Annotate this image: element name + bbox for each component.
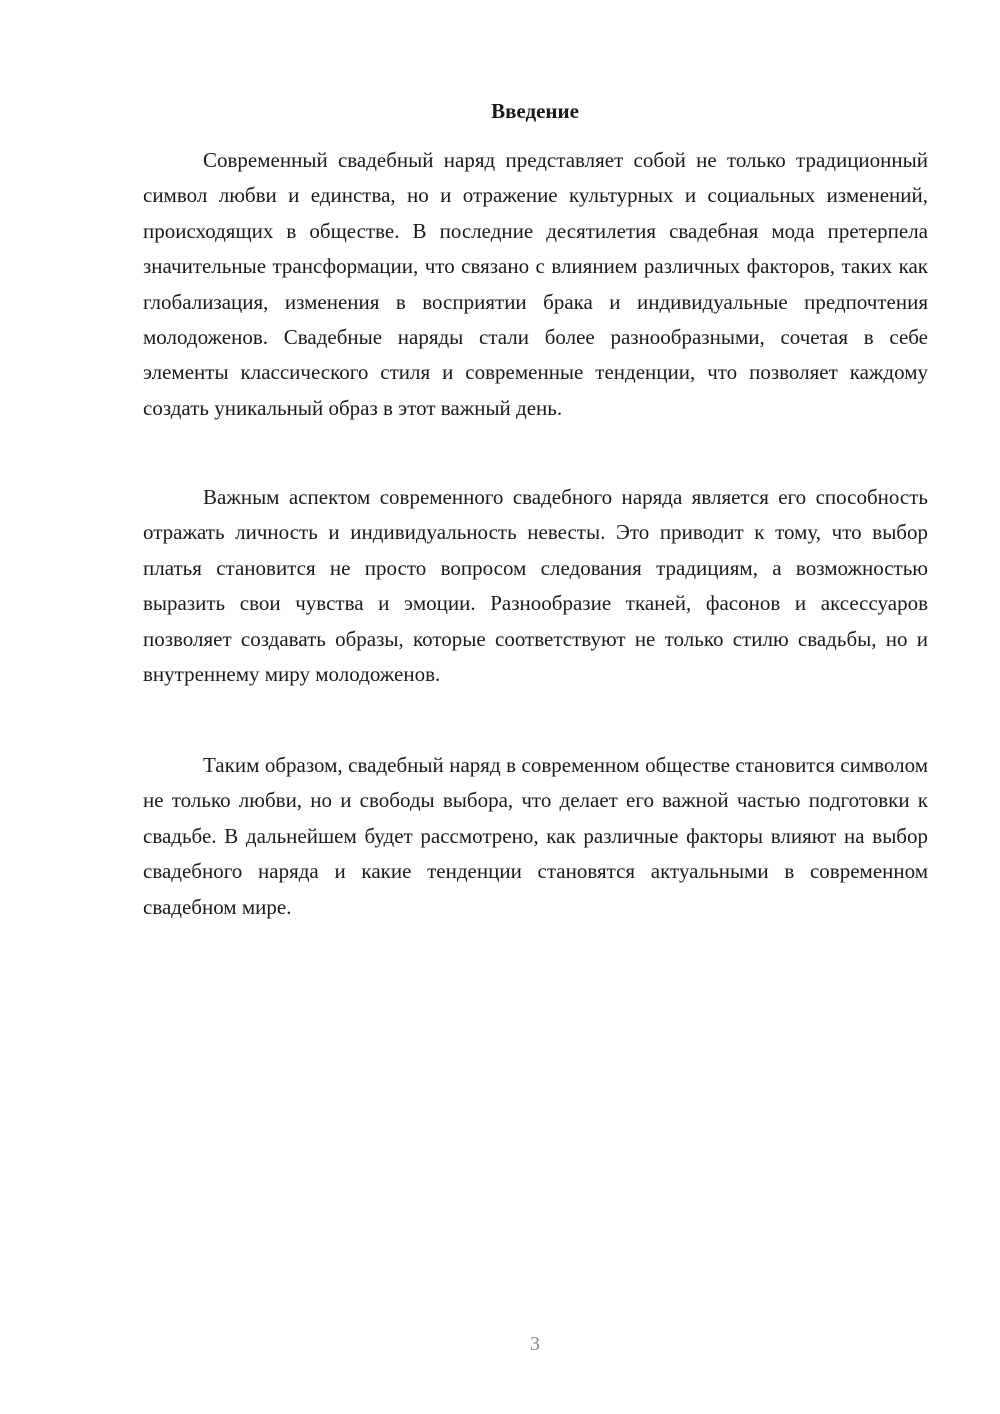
paragraph-2: Важным аспектом современного свадебного наряда является его способность отражать личность и индивидуальность невесты. Это приводит к тому, что выбор платья становится не просто вопросом следования традициям, а возможностью выразить свои чувства и эмоции. Разнообразие тканей, фасонов и аксессуаров позволяет создавать образы, которые соответствуют не только стилю свадьбы, но и внутреннему миру молодоженов. [143, 485, 928, 687]
paragraph-1: Современный свадебный наряд представляет собой не только традиционный символ любви и единства, но и отражение культурных и социальных изменений, происходящих в обществе. В последние десятилетия свадебная мода претерпела значительные трансформации, что связано с влиянием различных факторов, таких как глобализация, изменения в восприятии брака и индивидуальные предпочтения молодоженов. Свадебные наряды стали более разнообразными, сочетая в себе элементы классического стиля и современные тенденции, что позволяет каждому создать уникальный образ в этот важный день. [143, 148, 928, 420]
section-heading: Введение [491, 99, 579, 123]
paragraph-3: Таким образом, свадебный наряд в современном обществе становится символом не только любви, но и свободы выбора, что делает его важной частью подготовки к свадьбе. В дальнейшем будет рассмотрено, как различные факторы влияют на выбор свадебного наряда и какие тенденции становятся актуальными в современном свадебном мире. [143, 753, 928, 919]
page-number: 3 [530, 1333, 540, 1355]
